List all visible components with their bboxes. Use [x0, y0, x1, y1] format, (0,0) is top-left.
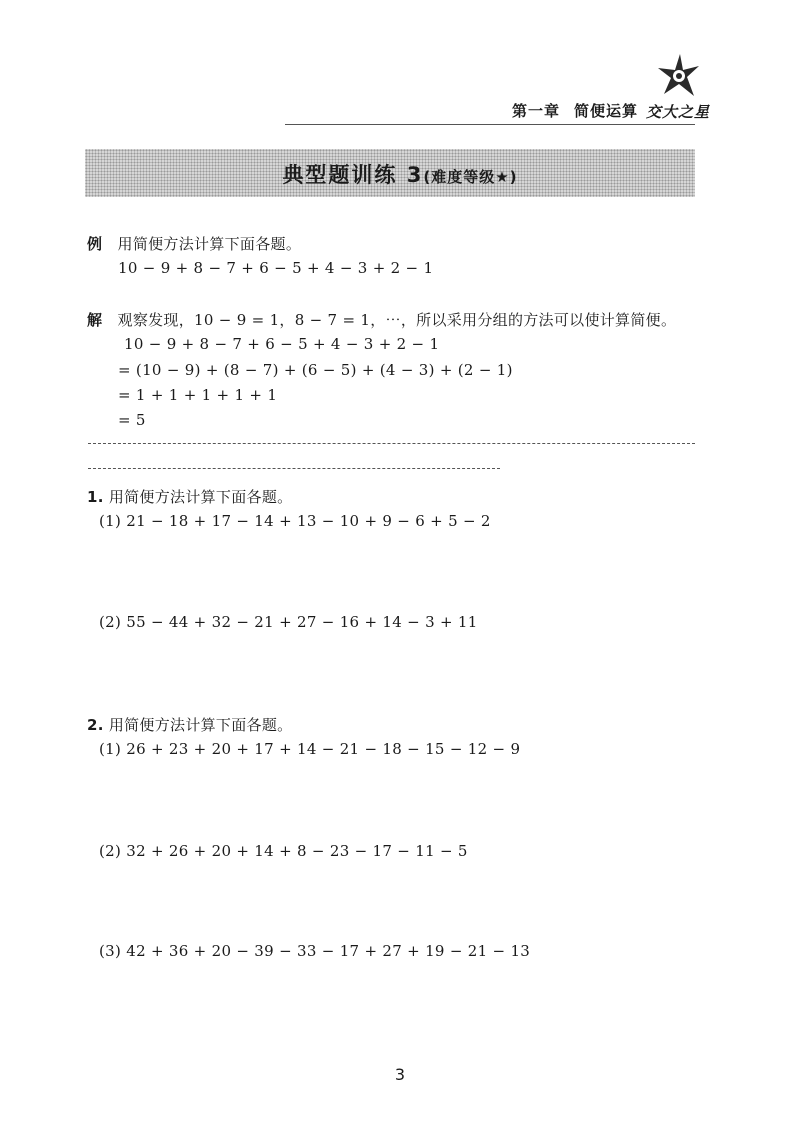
example-expression: 10 − 9 + 8 − 7 + 6 − 5 + 4 − 3 + 2 − 1	[118, 259, 434, 277]
page-number: 3	[394, 1065, 406, 1084]
section-label: 简便运算	[574, 102, 639, 120]
chapter-header	[512, 100, 638, 121]
question-2-item-2	[99, 842, 468, 860]
question-2-prompt-line	[87, 714, 292, 735]
solution-step: = (10 − 9) + (8 − 7) + (6 − 5) + (4 − 3) + (2 − 1)	[118, 361, 513, 379]
item-label: (2)	[99, 842, 122, 860]
item-label: (3)	[99, 942, 122, 960]
question-1-item-2	[99, 613, 478, 631]
example-prompt: 用简便方法计算下面各题。	[117, 235, 302, 253]
solution-observation-line	[87, 309, 676, 330]
question-2-item-1	[99, 740, 520, 758]
question-number: 1.	[87, 488, 104, 506]
item-label: (1)	[99, 740, 122, 758]
item-expression: 32 + 26 + 20 + 14 + 8 − 23 − 17 − 11 − 5	[126, 842, 468, 860]
question-1-item-1	[99, 512, 491, 530]
question-prompt: 用简便方法计算下面各题。	[108, 488, 293, 506]
example-prompt-line	[87, 233, 301, 254]
solution-step: = 5	[118, 411, 146, 429]
item-expression: 26 + 23 + 20 + 17 + 14 − 21 − 18 − 15 − 12 − 9	[126, 740, 521, 758]
title-difficulty: (难度等级★)	[423, 168, 518, 186]
header-rule	[285, 124, 695, 125]
solution-tag: 解	[87, 311, 103, 329]
item-expression: 55 − 44 + 32 − 21 + 27 − 16 + 14 − 3 + 11	[126, 613, 478, 631]
item-label: (1)	[99, 512, 122, 530]
item-expression: 21 − 18 + 17 − 14 + 13 − 10 + 9 − 6 + 5 − 2	[126, 512, 491, 530]
section-title	[0, 159, 800, 189]
item-label: (2)	[99, 613, 122, 631]
brand-logo-text: 交大之星	[646, 103, 711, 121]
solution-step: = 1 + 1 + 1 + 1 + 1	[118, 386, 278, 404]
question-prompt: 用简便方法计算下面各题。	[108, 716, 293, 734]
item-expression: 42 + 36 + 20 − 39 − 33 − 17 + 27 + 19 − 21 − 13	[126, 942, 531, 960]
dashed-divider	[88, 443, 695, 444]
chapter-label: 第一章	[512, 102, 561, 120]
dashed-divider	[88, 468, 500, 469]
solution-step: 10 − 9 + 8 − 7 + 6 − 5 + 4 − 3 + 2 − 1	[124, 335, 440, 353]
example-tag: 例	[87, 235, 103, 253]
star-logo-icon	[656, 52, 700, 100]
question-2-item-3	[99, 942, 530, 960]
question-number: 2.	[87, 716, 104, 734]
question-1-prompt-line	[87, 486, 292, 507]
solution-observation: 观察发现，10 − 9 = 1，8 − 7 = 1，⋯，所以采用分组的方法可以使计算简便。	[117, 311, 677, 329]
title-main: 典型题训练 3	[282, 163, 424, 187]
